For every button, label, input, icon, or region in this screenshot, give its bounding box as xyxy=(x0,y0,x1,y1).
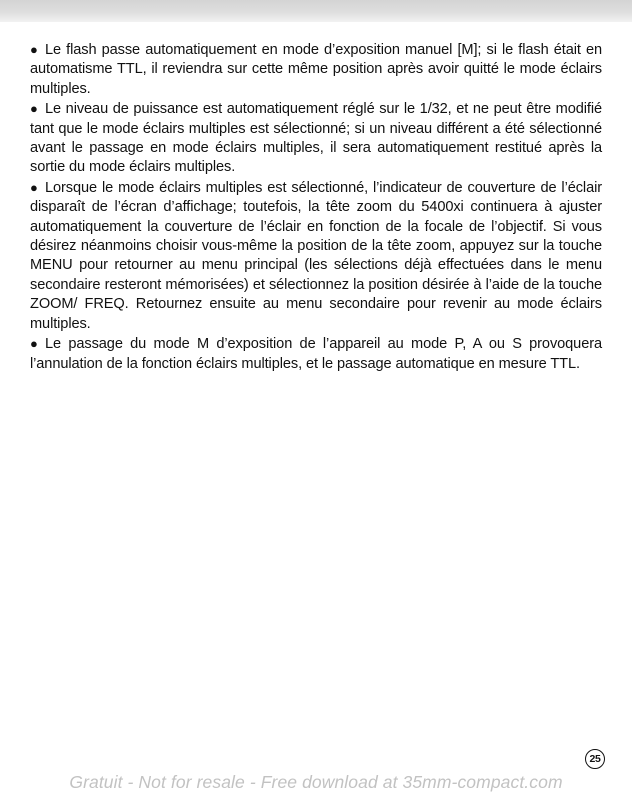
body-text xyxy=(30,40,602,374)
bullet-paragraph xyxy=(30,40,602,99)
watermark: Gratuit - Not for resale - Free download at 35mm-compact.com xyxy=(69,772,563,792)
scan-top-band xyxy=(0,0,632,22)
bullet-paragraph xyxy=(30,99,602,178)
paragraph-text: Le niveau de puissance est automatiquement réglé sur le 1/32, et ne peut être modifié tant que le mode éclairs multiples est sélectionné; si un niveau différent a été sélectionné avant le passage en mode éclairs multiples, il sera automatiquement restitué après la sortie du mode éclairs multiples. xyxy=(30,101,602,176)
bullet-paragraph xyxy=(30,334,602,374)
bullet-icon: ● xyxy=(30,336,38,352)
paragraph-text: Le passage du mode M d’exposition de l’appareil au mode P, A ou S provoquera l’annulation de la fonction éclairs multiples, et le passage automatique en mesure TTL. xyxy=(30,336,602,372)
bullet-icon: ● xyxy=(30,179,38,195)
page-number: 25 xyxy=(585,749,605,769)
bullet-icon: ● xyxy=(30,42,38,57)
paragraph-text: Lorsque le mode éclairs multiples est sélectionné, l’indicateur de couverture de l’éclair disparaît de l’écran d’affichage; toutefois, la tête zoom du 5400xi continuera à ajuster automatiquement la couverture de l’éclair en fonction de la focale de l’objectif. Si vous désirez néanmoins choisir vous-même la position de la tête zoom, appuyez sur la touche MENU pour retourner au menu principal (les sélections déjà effectuées dans le menu secondaire resteront mémorisées) et sélectionnez la position désirée à l’aide de la touche ZOOM/ FREQ. Retournez ensuite au menu secondaire pour revenir au mode éclairs multiples. xyxy=(30,179,602,332)
paragraph-text: Le flash passe automatiquement en mode d’exposition manuel [M]; si le flash était en automatisme TTL, il reviendra sur cette même position après avoir quitté le mode éclairs multiples. xyxy=(30,42,602,97)
bullet-paragraph xyxy=(30,178,602,334)
bullet-icon: ● xyxy=(30,101,38,117)
